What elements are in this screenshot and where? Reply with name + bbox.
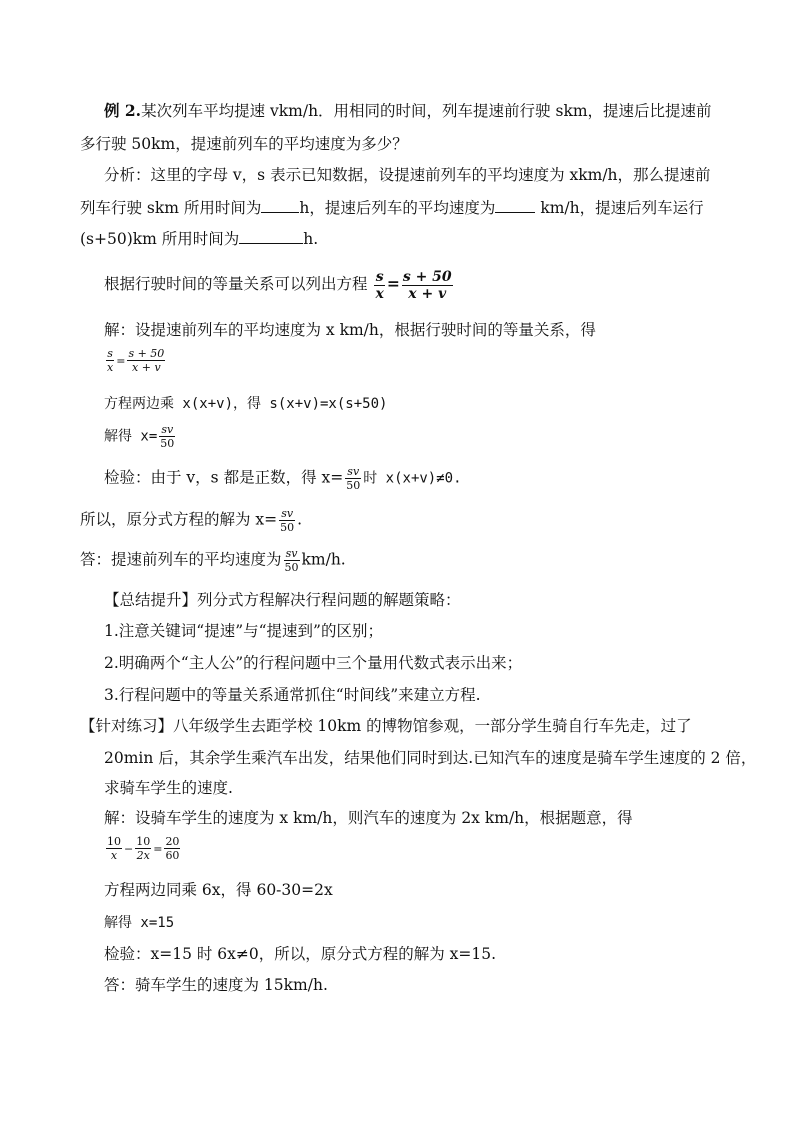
analysis-line-2: 列车行驶 skm 所用时间为 h，提速后列车的平均速度为 km/h，提速后列车运行 (80, 199, 704, 217)
analysis-line-3: (s+50)km 所用时间为 h. (80, 230, 319, 248)
practice-solve: 解得 x=15 (104, 915, 175, 931)
summary-title: 【总结提升】列分式方程解决行程问题的解题策略： (104, 591, 461, 609)
practice-solution-1: 解：设骑车学生的速度为 x km/h，则汽车的速度为 2x km/h，根据题意，得 (104, 809, 633, 827)
fraction-s-over-x: $\frac{s}{x}$ (375, 268, 384, 302)
analysis-line-1: 分析：这里的字母 v，s 表示已知数据，设提速前列车的平均速度为 xkm/h，那么提速前 (104, 166, 711, 184)
summary-item-1: 1.注意关键词“提速”与“提速到”的区别； (104, 622, 383, 640)
equation-intro: 根据行驶时间的等量关系可以列出方程 $\frac{s}{x}$ = $\frac{s + 50}{x + v}$ (104, 268, 452, 302)
solution-multiply: 方程两边乘 x(x+v)，得 s(x+v)=x(s+50) (104, 396, 388, 412)
blank-2 (495, 198, 535, 213)
practice-equation: $\frac{10}{x}$ − $\frac{10}{2x}$ = $\frac{20}{60}$ (107, 835, 180, 862)
practice-line-1: 【针对练习】八年级学生去距学校 10km 的博物馆参观，一部分学生骑自行车先走，过了 (80, 717, 692, 735)
example-line-1: 例 2.某次列车平均提速 vkm/h．用相同的时间，列车提速前行驶 skm，提速后比提速前 (104, 101, 712, 120)
blank-3 (239, 229, 303, 244)
practice-multiply: 方程两边同乘 6x，得 60-30=2x (104, 881, 333, 899)
summary-item-3: 3.行程问题中的等量关系通常抓住“时间线”来建立方程. (104, 686, 481, 704)
fraction-rhs: $\frac{s + 50}{x + v}$ (402, 268, 452, 302)
summary-item-2: 2.明确两个“主人公”的行程问题中三个量用代数式表示出来； (104, 654, 523, 672)
solution-answer: 答：提速前列车的平均速度为 $\frac{sv}{50}$ km/h. (80, 547, 346, 574)
solution-line-1: 解：设提速前列车的平均速度为 x km/h，根据行驶时间的等量关系，得 (104, 321, 596, 339)
solution-conclusion: 所以，原分式方程的解为 x= $\frac{sv}{50}$ . (80, 507, 303, 534)
blank-1 (261, 198, 299, 213)
solution-equation: $\frac{s}{x}$ = $\frac{s + 50}{x + v}$ (107, 347, 165, 374)
example-label: 例 2. (104, 101, 142, 120)
solution-check: 检验：由于 v，s 都是正数，得 x= $\frac{sv}{50}$ 时 x(x+v)≠0. (104, 465, 462, 492)
practice-line-3: 求骑车学生的速度. (104, 779, 233, 797)
solution-solve: 解得 x= $\frac{sv}{50}$ (104, 423, 175, 450)
practice-answer: 答：骑车学生的速度为 15km/h. (104, 976, 328, 994)
practice-check: 检验：x=15 时 6x≠0，所以，原分式方程的解为 x=15. (104, 945, 497, 963)
practice-line-2: 20min 后，其余学生乘汽车出发，结果他们同时到达.已知汽车的速度是骑车学生速度的 2 倍， (104, 749, 757, 767)
example-line-2: 多行驶 50km，提速前列车的平均速度为多少？ (80, 135, 408, 153)
